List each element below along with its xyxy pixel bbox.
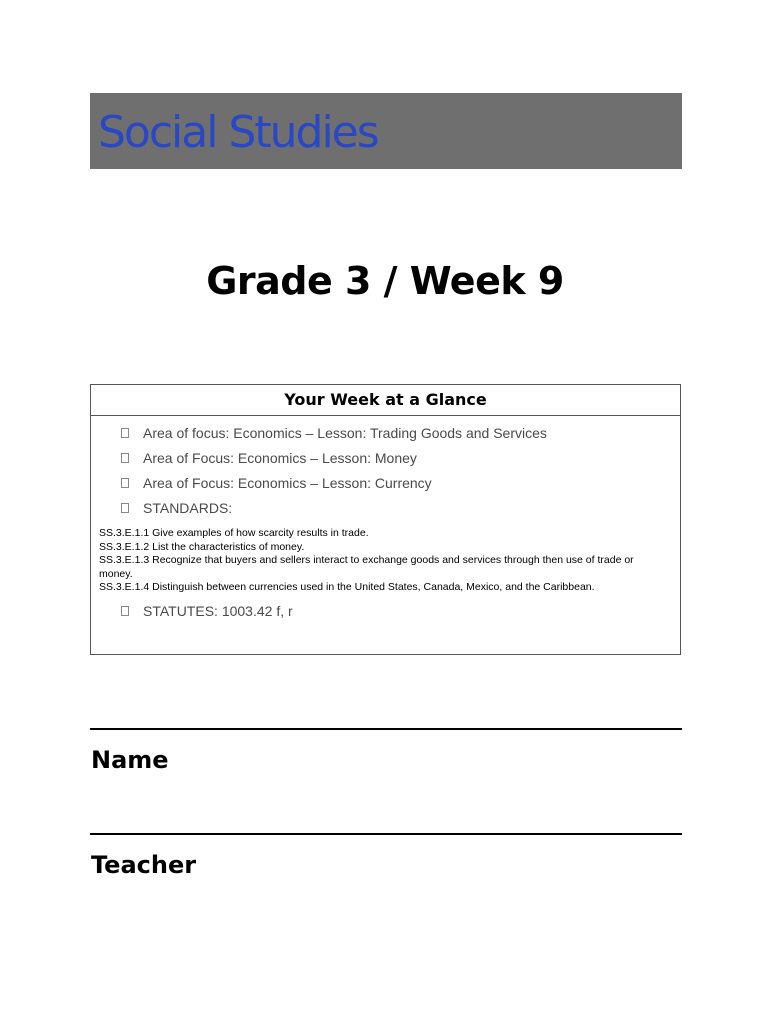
bullet-box-icon bbox=[121, 478, 129, 488]
list-item bbox=[91, 599, 680, 624]
grade-week-title: Grade 3 / Week 9 bbox=[206, 259, 564, 303]
name-rule bbox=[90, 728, 682, 730]
lesson-text: Area of Focus: Economics – Lesson: Currency bbox=[143, 475, 432, 491]
lesson-text: Area of Focus: Economics – Lesson: Money bbox=[143, 450, 417, 466]
bullet-box-icon bbox=[121, 428, 129, 438]
standards-list bbox=[91, 527, 680, 595]
standard-item: SS.3.E.1.1 Give examples of how scarcity results in trade. bbox=[99, 527, 369, 539]
statutes-list bbox=[91, 599, 680, 624]
bullet-box-icon bbox=[121, 503, 129, 513]
standard-item: SS.3.E.1.2 List the characteristics of money. bbox=[99, 540, 305, 553]
statutes-text: STATUTES: 1003.42 f, r bbox=[143, 602, 293, 619]
lesson-list bbox=[91, 421, 680, 521]
glance-header: Your Week at a Glance bbox=[91, 385, 680, 416]
list-item bbox=[91, 446, 680, 471]
banner-title: Social Studies bbox=[98, 107, 378, 158]
standard-item: SS.3.E.1.4 Distinguish between currencies used in the United States, Canada, Mexico, and the Caribbean. bbox=[99, 581, 595, 593]
list-item bbox=[91, 496, 680, 521]
teacher-rule bbox=[90, 833, 682, 835]
title-banner bbox=[90, 93, 682, 169]
bullet-box-icon bbox=[121, 606, 129, 616]
week-at-a-glance-box bbox=[90, 384, 681, 655]
list-item bbox=[91, 471, 680, 496]
standards-heading: STANDARDS: bbox=[143, 500, 233, 516]
standard-item: SS.3.E.1.3 Recognize that buyers and sellers interact to exchange goods and services through then use of trade or money. bbox=[99, 554, 634, 580]
lesson-text: Area of focus: Economics – Lesson: Trading Goods and Services bbox=[143, 425, 547, 441]
bullet-box-icon bbox=[121, 453, 129, 463]
list-item bbox=[91, 421, 680, 446]
name-label: Name bbox=[91, 746, 169, 774]
teacher-label: Teacher bbox=[91, 851, 197, 879]
